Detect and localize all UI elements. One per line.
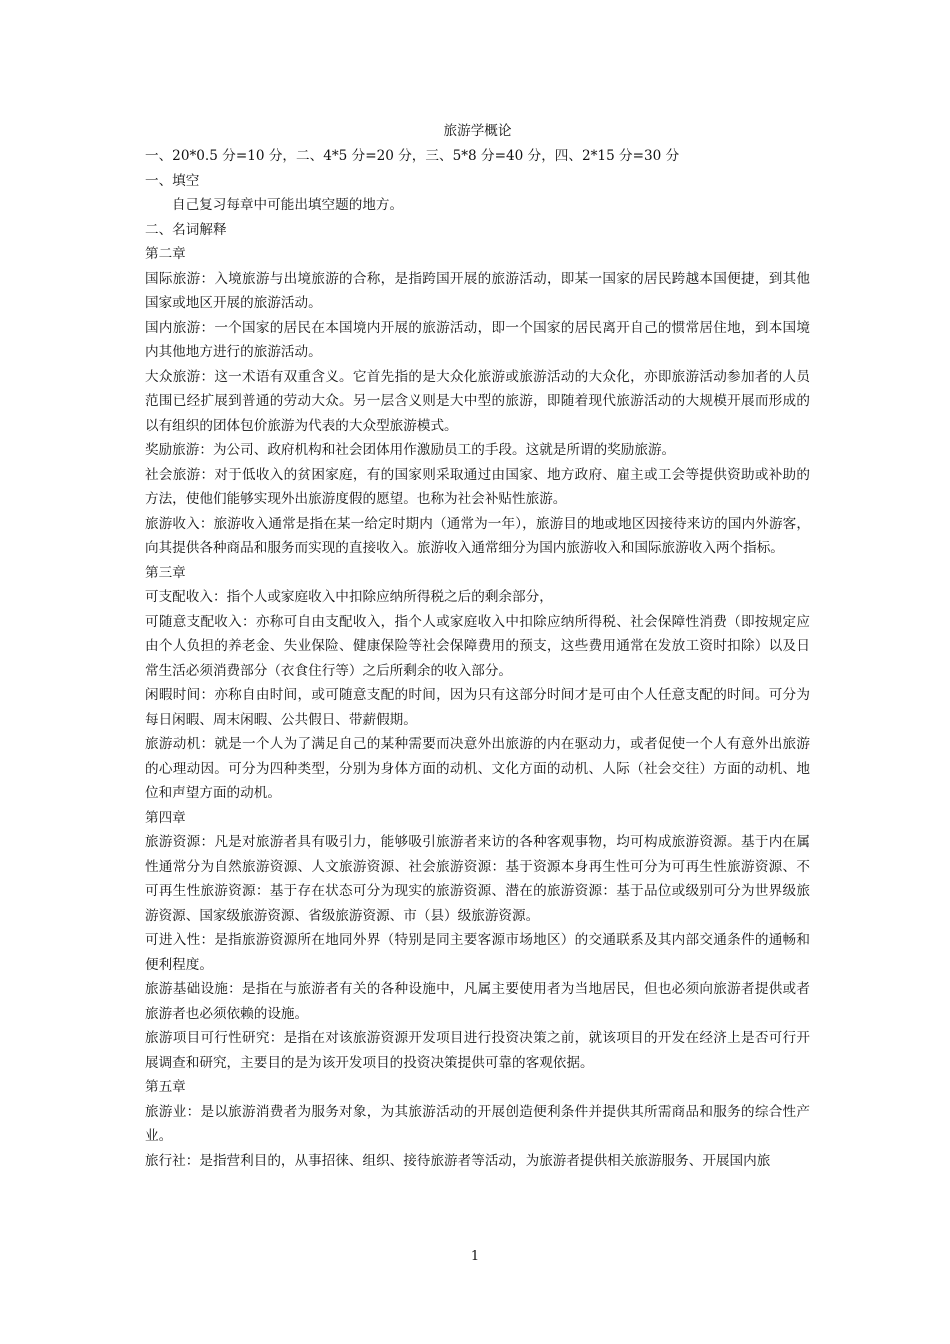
definition-text: 是指在对该旅游资源开发项目进行投资决策之前，就该项目的开发在经济上是否可行开展调查和研究，主要目的是为该开发项目的投资决策提供可靠的客观依据。 [145,1030,811,1071]
definition-term: 社会旅游： [145,466,215,483]
definition-entry [145,977,810,1026]
definition-entry [145,365,810,439]
definition-term: 闲暇时间： [145,687,215,703]
definition-text: 亦称自由时间，或可随意支配的时间，因为只有这部分时间才是可由个人任意支配的时间。可分为每日闲暇、周末闲暇、公共假日、带薪假期。 [145,687,811,728]
definition-text: 就是一个人为了满足自己的某种需要而决意外出旅游的内在驱动力，或者促使一个人有意外出旅游的心理动因。可分为四种类型，分别为身体方面的动机、文化方面的动机、人际（社会交往）方面的动机、地位和声望方面的动机。 [145,736,811,801]
chapter-heading: 第四章 [145,809,186,826]
definition-term: 旅行社： [145,1152,200,1169]
definition-entry [145,438,810,463]
definition-entry [145,610,810,684]
definition-text: 一个国家的居民在本国境内开展的旅游活动，即一个国家的居民离开自己的惯常居住地，到本国境内其他地方进行的旅游活动。 [145,319,811,360]
definition-text: 是指营利目的，从事招徕、组织、接待旅游者等活动，为旅游者提供相关旅游服务、开展国内旅 [199,1152,771,1169]
definition-entry [145,1149,810,1174]
definition-term: 旅游业： [145,1103,201,1120]
definition-text: 指个人或家庭收入中扣除应纳所得税之后的剩余部分， [226,589,553,605]
definition-entry [145,928,810,977]
definition-entry [145,732,810,806]
score-distribution: 一、20*0.5 分=10 分，二、4*5 分=20 分，三、5*8 分=40 分，四、2*15 分=30 分 [145,148,680,164]
definition-entry [145,267,810,316]
definition-entry [145,512,810,561]
definition-term: 可进入性： [145,932,215,948]
definition-entry [145,585,810,610]
definition-text: 凡是对旅游者具有吸引力，能够吸引旅游者来访的各种客观事物，均可构成旅游资源。基于内在属性通常分为自然旅游资源、人文旅游资源、社会旅游资源：基于资源本身再生性可分为可再生性旅游资源、不可再生性旅游资源：基于存在状态可分为现实的旅游资源、潜在的旅游资源：基于品位或级别可分为世界级旅游资源、国家级旅游资源、省级旅游资源、市（县）级旅游资源。 [145,834,811,924]
definition-term: 旅游资源： [145,834,215,850]
definition-entry [145,1026,810,1075]
definition-entry [145,830,810,928]
definition-term: 国内旅游： [145,319,215,336]
definition-text: 入境旅游与出境旅游的合称，是指跨国开展的旅游活动，即某一国家的居民跨越本国便捷，到其他国家或地区开展的旅游活动。 [145,270,811,311]
definition-text: 旅游收入通常是指在某一给定时期内（通常为一年），旅游目的地或地区因接待来访的国内外游客，向其提供各种商品和服务而实现的直接收入。旅游收入通常细分为国内旅游收入和国际旅游收入两个指标。 [145,515,810,556]
chapter-4 [145,806,810,1076]
definition-entry [145,463,810,512]
definition-text: 是指旅游资源所在地同外界（特别是同主要客源市场地区）的交通联系及其内部交通条件的通畅和便利程度。 [145,932,811,973]
definition-term: 国际旅游： [145,270,215,287]
document-body [145,118,810,1173]
chapter-5 [145,1075,810,1173]
definition-text: 这一术语有双重含义。它首先指的是大众化旅游或旅游活动的大众化，亦即旅游活动参加者的人员范围已经扩展到普通的劳动大众。另一层含义则是大中型的旅游，即随着现代旅游活动的大规模开展而形成的以有组织的团体包价旅游为代表的大众型旅游模式。 [145,368,811,434]
definition-term: 奖励旅游： [145,442,213,458]
definition-term: 可随意支配收入： [145,613,256,630]
definition-text: 是指在与旅游者有关的各种设施中，凡属主要使用者为当地居民，但也必须向旅游者提供或者旅游者也必须依赖的设施。 [145,981,811,1022]
section-heading-fill-in: 一、填空 [145,172,200,189]
definition-term: 旅游基础设施： [145,981,243,997]
section-text-fill-in: 自己复习每章中可能出填空题的地方。 [172,197,404,213]
chapter-2 [145,242,810,561]
definition-term: 大众旅游： [145,368,215,385]
document-title: 旅游学概论 [443,123,512,139]
definition-entry [145,1100,810,1149]
definition-term: 旅游动机： [145,736,215,752]
definition-text: 对于低收入的贫困家庭，有的国家则采取通过由国家、地方政府、雇主或工会等提供资助或补助的方法，使他们能够实现外出旅游度假的愿望。也称为社会补贴性旅游。 [145,466,811,507]
definition-text: 是以旅游消费者为服务对象，为其旅游活动的开展创造便利条件并提供其所需商品和服务的综合性产业。 [145,1103,811,1144]
definition-entry [145,316,810,365]
definition-term: 旅游项目可行性研究： [145,1030,284,1046]
chapter-heading: 第五章 [145,1079,186,1095]
chapter-heading: 第三章 [145,564,186,581]
definition-entry [145,683,810,732]
section-heading-terms: 二、名词解释 [145,221,227,238]
chapter-3 [145,561,810,806]
definition-term: 可支配收入： [145,589,227,605]
chapter-heading: 第二章 [145,246,186,262]
definition-term: 旅游收入： [145,515,214,532]
page-number: 1 [470,1249,480,1264]
definition-text: 亦称可自由支配收入，指个人或家庭收入中扣除应纳所得税、社会保障性消费（即按规定应由个人负担的养老金、失业保险、健康保险等社会保障费用的预支，这些费用通常在发放工资时扣除）以及日常生活必须消费部分（衣食住行等）之后所剩余的收入部分。 [145,613,811,679]
definition-text: 为公司、政府机构和社会团体用作激励员工的手段。这就是所谓的奖励旅游。 [212,442,676,458]
